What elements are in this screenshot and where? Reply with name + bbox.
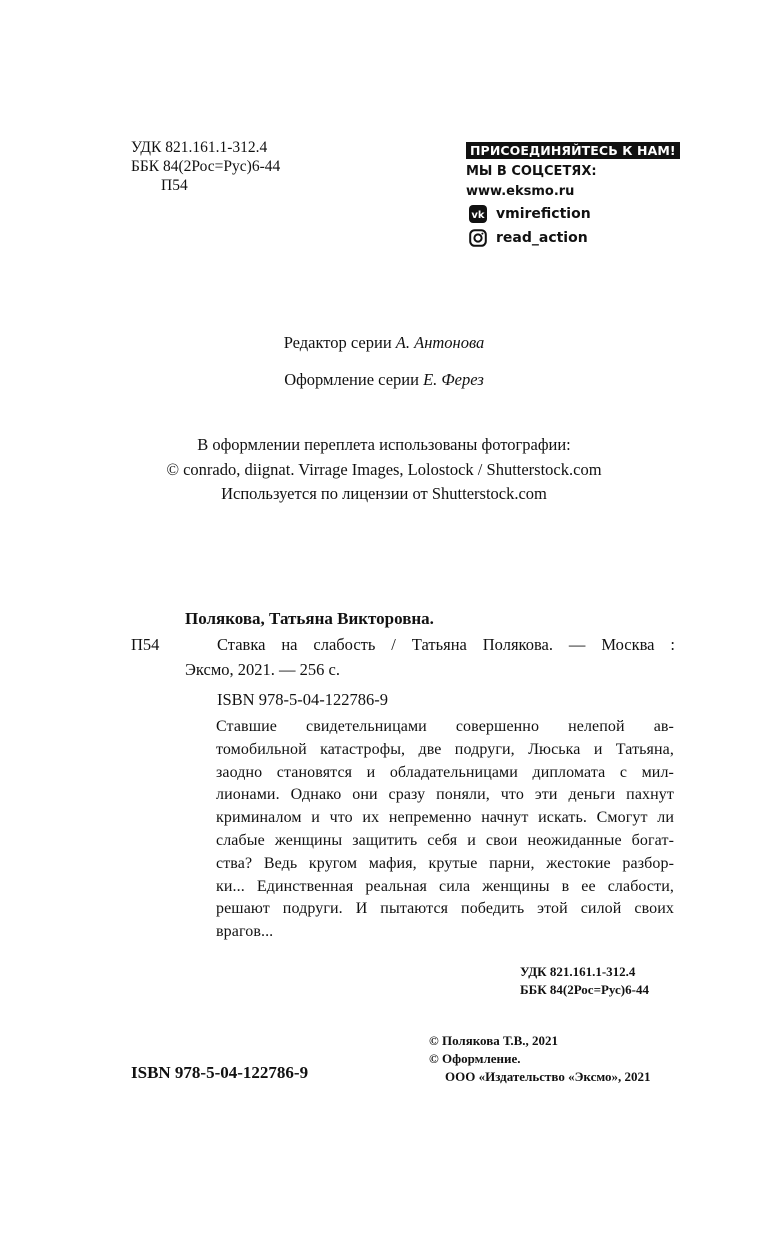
abstract-line: заодно становятся и обладательницами дипломата с мил- [216,763,674,781]
copyright-publisher: ООО «Издательство «Эксмо», 2021 [445,1069,651,1084]
abstract-line: слабые женщины защитить себя и свои неожиданные богат- [216,831,674,849]
vk-icon [469,205,487,223]
series-design [0,370,768,390]
abstract-line: ки... Единственная реальная сила женщины в ее слабости, [216,877,674,895]
website-link[interactable]: www.eksmo.ru [466,184,575,199]
abstract-line: Ставшие свидетельницами совершенно нелепой ав- [216,718,674,735]
udk-code: УДК 821.161.1-312.4 [131,139,268,156]
abstract-line: врагов... [216,923,274,941]
series-design-label: Оформление серии [284,370,419,389]
classification-block [131,138,280,195]
photo-credits-line3: Используется по лицензии от Shutterstock.com [221,484,547,503]
catalog-title-line2: Эксмо, 2021. — 256 с. [185,660,340,679]
abstract-line: ства? Ведь кругом мафия, крутые парни, жестокие разбор- [216,854,674,872]
bbk-code: ББК 84(2Рос=Рус)6-44 [131,158,281,175]
instagram-row[interactable] [466,226,680,250]
catalog-code: П54 [131,635,160,654]
catalog-isbn: ISBN 978-5-04-122786-9 [217,690,388,709]
catalog-title-line1: Ставка на слабость / Татьяна Полякова. — Москва : [217,635,675,654]
abstract-line: лионами. Однако они сразу поняли, что эти деньги пахнут [216,786,674,804]
catalog-bbk: ББК 84(2Рос=Рус)6-44 [520,982,649,997]
copyright-block [429,1032,651,1086]
series-design-name: Е. Ферез [423,370,484,389]
catalog-udk: УДК 821.161.1-312.4 [520,964,636,979]
vk-row[interactable] [466,202,680,226]
vk-handle: vmirefiction [496,206,591,222]
catalog-abstract [216,716,674,944]
instagram-icon [469,229,487,247]
catalog-author: Полякова, Татьяна Викторовна. [185,609,434,628]
author-sign: П54 [161,177,188,194]
photo-credits [0,433,768,507]
abstract-line: решают подруги. И пытаются победить этой силой своих [216,900,674,918]
social-subtitle: МЫ В СОЦСЕТЯХ: [466,164,597,179]
series-editor-label: Редактор серии [283,333,392,352]
photo-credits-line2: © conrado, diignat. Virrage Images, Lolostock / Shutterstock.com [166,459,602,479]
footer-isbn: ISBN 978-5-04-122786-9 [131,1063,309,1082]
series-editor [0,333,768,353]
join-banner: ПРИСОЕДИНЯЙТЕСЬ К НАМ! [466,142,680,159]
copyright-author: © Полякова Т.В., 2021 [429,1033,559,1048]
catalog-codes [520,963,649,999]
social-block [466,142,680,250]
copyright-design: © Оформление. [429,1051,521,1066]
svg-text:vk: vk [471,210,485,221]
abstract-line: томобильной катастрофы, две подруги, Люська и Татьяна, [216,740,674,758]
abstract-line: криминалом и что их непременно начнут искать. Смогут ли [216,809,674,827]
series-editor-name: А. Антонова [395,333,485,352]
photo-credits-line1: В оформлении переплета использованы фотографии: [197,435,571,454]
instagram-handle: read_action [496,230,588,246]
